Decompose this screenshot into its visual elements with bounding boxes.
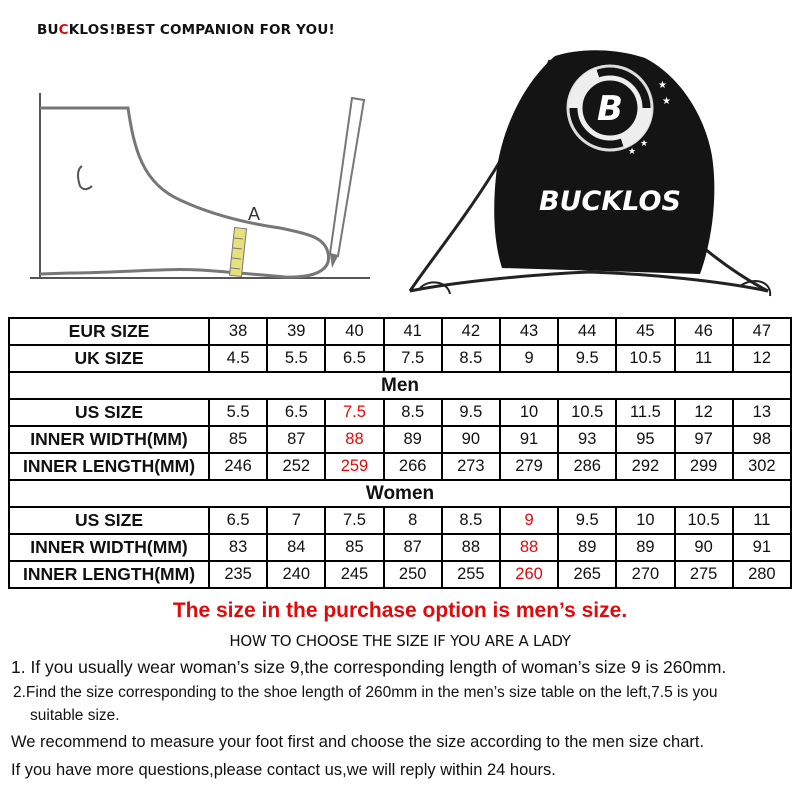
size-cell: 41 <box>384 318 442 345</box>
size-cell: 265 <box>558 561 616 588</box>
size-cell: 42 <box>442 318 500 345</box>
size-cell: 250 <box>384 561 442 588</box>
women-section-row <box>9 480 791 507</box>
drawstring-bag-image <box>400 46 780 301</box>
svg-text:★: ★ <box>658 80 667 91</box>
size-cell: 93 <box>558 426 616 453</box>
men-section-row <box>9 372 791 399</box>
size-cell: 6.5 <box>267 399 325 426</box>
size-cell: 7.5 <box>325 507 383 534</box>
size-cell: 275 <box>675 561 733 588</box>
men-inner-length-row-label: INNER LENGTH(MM) <box>9 453 209 480</box>
size-cell: 7.5 <box>384 345 442 372</box>
brand-text-1: BU <box>37 22 59 38</box>
women-inner-width-row <box>9 534 791 561</box>
uk-size-row-label: UK SIZE <box>9 345 209 372</box>
size-cell: 95 <box>616 426 674 453</box>
size-cell: 7.5 <box>325 399 383 426</box>
size-cell: 87 <box>384 534 442 561</box>
women-us-size-row <box>9 507 791 534</box>
size-cell: 9 <box>500 507 558 534</box>
size-cell: 11 <box>733 507 791 534</box>
size-cell: 10.5 <box>558 399 616 426</box>
size-cell: 45 <box>616 318 674 345</box>
size-cell: 8.5 <box>442 345 500 372</box>
size-cell: 8.5 <box>442 507 500 534</box>
size-cell: 11.5 <box>616 399 674 426</box>
size-cell: 90 <box>675 534 733 561</box>
size-cell: 4.5 <box>209 345 267 372</box>
instruction-line-3: We recommend to measure your foot first and choose the size according to the men size chart. <box>11 733 705 751</box>
size-cell: 43 <box>500 318 558 345</box>
size-cell: 270 <box>616 561 674 588</box>
men-section-heading: Men <box>9 372 791 399</box>
brand-text-red: C <box>58 22 69 38</box>
size-cell: 245 <box>325 561 383 588</box>
size-cell: 7 <box>267 507 325 534</box>
women-inner-length-row-label: INNER LENGTH(MM) <box>9 561 209 588</box>
pen-icon <box>330 98 364 268</box>
svg-text:★: ★ <box>628 147 637 157</box>
size-cell: 10.5 <box>616 345 674 372</box>
size-cell: 235 <box>209 561 267 588</box>
size-cell: 299 <box>675 453 733 480</box>
howto-title: HOW TO CHOOSE THE SIZE IF YOU ARE A LADY <box>229 632 571 650</box>
size-cell: 88 <box>442 534 500 561</box>
men-us-size-row-label: US SIZE <box>9 399 209 426</box>
svg-text:★: ★ <box>640 139 649 149</box>
size-cell: 240 <box>267 561 325 588</box>
size-cell: 273 <box>442 453 500 480</box>
eur-size-row-label: EUR SIZE <box>9 318 209 345</box>
size-cell: 47 <box>733 318 791 345</box>
size-cell: 259 <box>325 453 383 480</box>
size-cell: 10 <box>500 399 558 426</box>
size-cell: 97 <box>675 426 733 453</box>
women-inner-width-row-label: INNER WIDTH(MM) <box>9 534 209 561</box>
size-cell: 85 <box>209 426 267 453</box>
size-cell: 252 <box>267 453 325 480</box>
size-cell: 5.5 <box>267 345 325 372</box>
size-cell: 87 <box>267 426 325 453</box>
size-cell: 279 <box>500 453 558 480</box>
size-cell: 255 <box>442 561 500 588</box>
size-cell: 8.5 <box>384 399 442 426</box>
size-cell: 88 <box>500 534 558 561</box>
size-cell: 260 <box>500 561 558 588</box>
size-cell: 38 <box>209 318 267 345</box>
uk-size-row <box>9 345 791 372</box>
size-cell: 292 <box>616 453 674 480</box>
size-cell: 10 <box>616 507 674 534</box>
size-cell: 46 <box>675 318 733 345</box>
size-cell: 246 <box>209 453 267 480</box>
men-inner-width-row-label: INNER WIDTH(MM) <box>9 426 209 453</box>
size-cell: 13 <box>733 399 791 426</box>
instruction-line-2-cont: suitable size. <box>30 707 120 724</box>
size-cell: 5.5 <box>209 399 267 426</box>
size-cell: 89 <box>384 426 442 453</box>
size-cell: 9 <box>500 345 558 372</box>
size-cell: 9.5 <box>558 345 616 372</box>
size-cell: 39 <box>267 318 325 345</box>
size-cell: 9.5 <box>442 399 500 426</box>
size-cell: 11 <box>675 345 733 372</box>
brand-text-2: KLOS!BEST COMPANION FOR YOU! <box>68 22 335 38</box>
size-cell: 8 <box>384 507 442 534</box>
size-cell: 6.5 <box>325 345 383 372</box>
size-cell: 89 <box>558 534 616 561</box>
mens-size-notice: The size in the purchase option is men’s size. <box>172 599 628 622</box>
women-us-size-row-label: US SIZE <box>9 507 209 534</box>
men-inner-length-row <box>9 453 791 480</box>
foot-outline <box>40 108 329 277</box>
size-cell: 286 <box>558 453 616 480</box>
men-inner-width-row <box>9 426 791 453</box>
size-cell: 302 <box>733 453 791 480</box>
size-cell: 44 <box>558 318 616 345</box>
size-cell: 85 <box>325 534 383 561</box>
size-cell: 91 <box>733 534 791 561</box>
size-cell: 88 <box>325 426 383 453</box>
size-cell: 84 <box>267 534 325 561</box>
size-cell: 6.5 <box>209 507 267 534</box>
size-cell: 90 <box>442 426 500 453</box>
logo-letter: B <box>597 89 623 129</box>
instruction-line-4: If you have more questions,please contact us,we will reply within 24 hours. <box>11 761 556 779</box>
instruction-line-1: 1. If you usually wear woman’s size 9,the corresponding length of woman’s size 9 is 260mm. <box>11 657 727 677</box>
women-inner-length-row <box>9 561 791 588</box>
size-cell: 12 <box>675 399 733 426</box>
foot-measure-illustration <box>30 88 370 293</box>
instruction-line-2: 2.Find the size corresponding to the shoe length of 260mm in the men’s size table on the left,7.5 is you <box>13 684 718 701</box>
svg-text:★: ★ <box>662 96 671 107</box>
page-title <box>37 22 335 38</box>
size-cell: 10.5 <box>675 507 733 534</box>
measure-label: A <box>248 204 261 224</box>
size-cell: 83 <box>209 534 267 561</box>
size-cell: 266 <box>384 453 442 480</box>
size-cell: 91 <box>500 426 558 453</box>
eur-size-row <box>9 318 791 345</box>
women-section-heading: Women <box>9 480 791 507</box>
bag-brand-text: BUCKLOS <box>539 186 681 217</box>
size-cell: 9.5 <box>558 507 616 534</box>
size-cell: 98 <box>733 426 791 453</box>
size-cell: 280 <box>733 561 791 588</box>
size-chart-table <box>8 317 792 589</box>
size-cell: 40 <box>325 318 383 345</box>
tape-measure-icon <box>230 228 247 277</box>
size-cell: 12 <box>733 345 791 372</box>
size-cell: 89 <box>616 534 674 561</box>
men-us-size-row <box>9 399 791 426</box>
